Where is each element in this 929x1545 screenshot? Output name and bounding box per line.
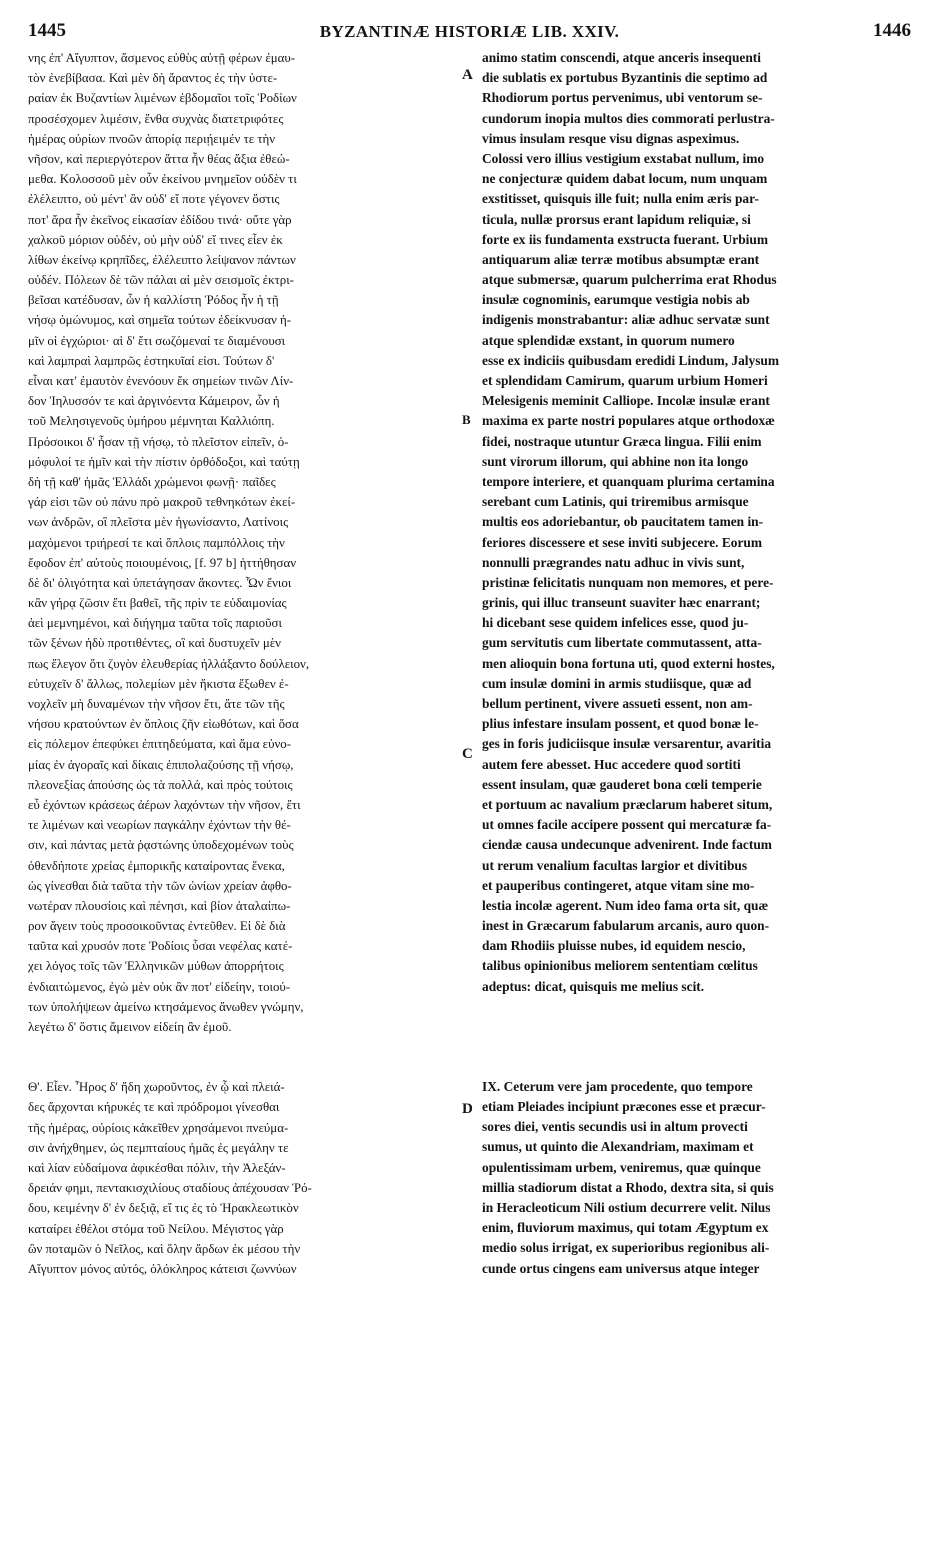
latin-text-line: ne conjecturæ quidem dabat locum, num unquam [482, 171, 768, 187]
greek-text-line: λεγέτω δ' ὅστις ἄμεινον εἰδείη ἂν ἐμοῦ. [28, 1020, 232, 1034]
greek-text-line: τοῦ Μελησιγενοῦς ὑμήρου μέμνηται Καλλιόπη. [28, 414, 275, 429]
greek-text-line: ποτ' ἄρα ἦν ἐκεῖνος εἰκασίαν ἐδίδου τινά· οὔτε γὰρ [28, 212, 292, 227]
latin-text-line: atque splendidæ exstant, in quorum numero [482, 332, 735, 348]
latin-text-line: feriores discessere et sese inviti subjecere. Eorum [482, 534, 763, 550]
section-marker-a: A [462, 67, 473, 83]
greek-text-line: των ὑπολήψεων ἀμείνω κτησάμενος ἄνωθεν γνώμην, [28, 999, 304, 1014]
latin-text-line: millia stadiorum distat a Rhodo, dextra sita, si quis [482, 1179, 774, 1195]
greek-text-line: δὴ τῇ καθ' ἡμᾶς Ἑλλάδι χρώμενοι φωνῇ· παῖδες [28, 474, 276, 489]
greek-text-line: καὶ λίαν εὐδαίμονα ἀφικέσθαι πόλιν, τὴν Ἀλεξάν- [28, 1160, 286, 1175]
latin-text-line: ut rerum venalium facultas largior et divitibus [482, 857, 748, 873]
latin-text-line: adeptus: dicat, quisquis me melius scit. [482, 978, 705, 994]
latin-text-line: essent insulam, quæ gauderet bona cœli temperie [482, 776, 762, 792]
latin-text-line: antiquarum aliæ terræ motibus absumptæ erant [482, 251, 760, 267]
latin-text-line: ciendæ causa undecunque advenirent. Inde factum [482, 837, 772, 853]
greek-text-line: εἶναι κατ' ἐμαυτὸν ἐνενόουν ἔκ σημείων τινῶν Λίν- [28, 374, 294, 388]
latin-text-line: gum servitutis cum libertate commutassent, atta- [482, 635, 762, 651]
greek-text-line: οὐδέν. Πόλεων δὲ τῶν πάλαι αἱ μὲν σεισμοῖς ἐκτρι- [28, 273, 294, 288]
greek-text-line: ὁθενδήποτε χρείας ἐμπορικῆς καταίροντας ἕνεκα, [28, 858, 285, 873]
latin-text-line: nonnulli prægrandes natu adhuc in vivis sunt, [482, 554, 745, 570]
greek-text-line: νήσῳ ὁμώνυμος, καὶ σημεῖα τούτων ἐδείκνυσαν ἡ- [28, 313, 292, 328]
greek-text-line: μαχόμενοι τριήρεσί τε καὶ ὅπλοις παμπόλλοις τὴν [28, 535, 285, 550]
latin-text-line: bellum pertinent, vivere assueti essent, non am- [482, 696, 753, 711]
latin-text-line: animo statim conscendi, atque anceris insequenti [482, 50, 761, 65]
greek-text-line: δὲ δι' ὀλιγότητα καὶ ὑπετάγησαν ἄκοντες. Ὧν ἔνιοι [28, 575, 292, 590]
greek-text-line: τὸν ἐνεβίβασα. Καὶ μὲν δὴ ἄραντος ἐς τὴν ὑστε- [28, 71, 278, 86]
greek-text-line: νῆσον, καὶ περιεργότερον ἅττα ἦν θέας ἄξια ἐθεώ- [28, 151, 290, 166]
latin-text-line: sunt virorum illorum, qui abhine non ita longo [482, 453, 749, 469]
latin-text-line: tempore interiere, et quanquam plurima certamina [482, 473, 775, 489]
latin-text-line: talibus opinionibus meliorem sententiam cœlitus [482, 958, 758, 974]
latin-text-line: esse ex indiciis quibusdam eredidi Lindum, Jalysum [482, 352, 780, 368]
greek-text-line: δον Ἰηλυσσόν τε καὶ ἀργινόεντα Κάμειρον, ὧν ἡ [28, 394, 280, 409]
greek-text-line: μεθα. Κολοσσοῦ μὲν οὖν ἐκείνου μνημεῖον οὐδὲν τι [28, 172, 297, 187]
greek-text-line: τε λιμένων καὶ νεωρίων παγκάλην ἐχόντων τὴν θέ- [28, 818, 291, 833]
latin-text-line: sumus, ut quinto die Alexandriam, maximam et [482, 1139, 754, 1155]
latin-text-line: lestia incolæ agerent. Num ideo fama orta sit, quæ [482, 897, 769, 913]
page-header [28, 20, 911, 50]
latin-text-line: in Heracleoticum Nili ostium decurrere velit. Nilus [482, 1199, 771, 1215]
running-title: BYZANTINÆ HISTORIÆ LIB. XXIV. [319, 22, 620, 41]
latin-text-line: ges in foris judiciisque insulæ versarentur, avaritia [482, 736, 772, 752]
greek-text-line: ραίαν ἐκ Βυζαντίων λιμένων ἑβδομαῖοι τοῖς Ῥοδίων [28, 91, 297, 106]
latin-text-line: ut omnes facile accipere possent qui mercaturæ fa- [482, 817, 772, 833]
latin-text-line: ticula, nullæ prorsus erant lapidum reliquiæ, si [482, 211, 751, 227]
greek-text-line: σιν, καὶ πάντας μετὰ ῥᾳστώνης ὑποδεχομένων τοὺς [28, 838, 294, 853]
paragraph-gap [482, 1037, 907, 1077]
latin-text-line: et splendidam Camirum, quarum urbium Homeri [482, 373, 768, 388]
latin-text-line: enim, fluviorum maximus, qui totam Ægyptum ex [482, 1220, 769, 1236]
paragraph-gap [482, 997, 907, 1037]
greek-text-line: δρειάν φημι, πεντακισχιλίους σταδίους ἀπέχουσαν Ῥό- [28, 1181, 312, 1196]
latin-text-line: Melesigenis meminit Calliope. Incolæ insulæ erant [482, 393, 770, 409]
greek-text-line: βεῖσαι κατέδυσαν, ὧν ἡ καλλίστη Ῥόδος ἦν ἡ τῇ [28, 293, 279, 308]
latin-text-line: serebant cum Latinis, qui triremibus armisque [482, 494, 749, 510]
greek-text-line: χει λόγος τοῖς τῶν Ἑλληνικῶν μύθων ἀπορρήτοις [28, 959, 284, 974]
greek-text-line: ὡς γίνεσθαι διὰ ταῦτα τὴν τῶν ὠνίων χρείαν ἀφθο- [28, 878, 292, 893]
greek-text-line: Πρόσοικοι δ' ἦσαν τῇ νήσῳ, τὸ πλεῖστον εἰπεῖν, ὁ- [28, 434, 289, 449]
greek-text-line: ἐλέλειπτο, οὐ μέντ' ἂν οὐδ' εἴ ποτε γέγονεν ὅστις [28, 192, 280, 207]
latin-text-line: cunde ortus cingens eam universus atque integer [482, 1260, 760, 1276]
greek-text-line: καταίρει ἐθέλοι στόμα τοῦ Νείλου. Μέγιστος γὰρ [28, 1221, 284, 1236]
latin-text-line: pristinæ felicitatis nunquam non memores, et pere- [482, 574, 774, 590]
latin-text-line: et portuum ac navalium præclarum haberet situm, [482, 796, 773, 812]
greek-text-line: Θ'. Εἶεν. Ἦρος δ' ἤδη χωροῦντος, ἐν ᾧ καὶ πλειά- [28, 1080, 285, 1095]
latin-text-line: forte ex iis fundamenta exstructa fuerant. Urbium [482, 231, 768, 247]
latin-text-line: inest in Græcarum fabularum arcanis, auro quon- [482, 918, 770, 934]
latin-text-line: hi dicebant sese quidem infelices esse, quod ju- [482, 615, 749, 631]
latin-text-line: Rhodiorum portus pervenimus, ubi ventorum se- [482, 90, 763, 106]
latin-text-line: men alioquin bona fortuna uti, quod externi hostes, [482, 655, 775, 671]
greek-text-line: τῆς ἡμέρας, οὐρίοις κἀκεῖθεν χρησάμενοι πνεύμα- [28, 1120, 289, 1135]
greek-text-line: εὖ ἐχόντων κράσεως ἀέρων λαχόντων τὴν νῆσον, ἔτι [28, 797, 301, 812]
greek-text-line: νωτέραν πλουσίοις καὶ πένησι, καὶ βίον ἀταλαίπω- [28, 898, 291, 913]
latin-text-line: vimus insulam resque visu dignas aspeximus. [482, 130, 740, 146]
greek-text-line: μόφυλοί τε ἡμῖν καὶ τὴν πίστιν ὀρθόδοξοι, καὶ ταύτῃ [28, 454, 300, 469]
greek-text-line: νοχλεῖν μὴ δυναμένων τὴν νῆσον ἔτι, ἅτε τῶν τῆς [28, 697, 285, 711]
latin-text-line: IX. Ceterum vere jam procedente, quo tempore [482, 1078, 753, 1094]
section-marker-b: B [462, 412, 471, 427]
greek-text-line: ρον ἄγειν τοὺς προσοικοῦντας ἐντεῦθεν. Εἰ δὲ διὰ [28, 919, 286, 934]
latin-text-line: indigenis monstrabantur: aliæ adhuc servatæ sunt [482, 312, 770, 328]
latin-text-line: fidei, nostraque utuntur Græca lingua. Filii enim [482, 433, 762, 449]
paragraph-gap [28, 1037, 460, 1077]
latin-text-line: atque submersæ, quarum pulcherrima erat Rhodus [482, 272, 777, 288]
latin-text-line: cundorum inopia multos dies commorati perlustra- [482, 110, 775, 126]
greek-text-line: δου, κειμένην δ' ἐν δεξιᾷ, εἴ τις ἐς τὸ Ἡρακλεωτικὸν [28, 1201, 299, 1216]
greek-text-line: εἰς πόλεμον ἐπεφύκει ἐπιτηδεύματα, καὶ ἅμα εὐνο- [28, 737, 292, 752]
greek-text-line: πως ἔλεγον ὅτι ζυγὸν ἐλευθερίας ἠλλάξαντο δούλειον, [28, 656, 310, 671]
greek-text-line: μῖν οἱ ἐγχώριοι· αἱ δ' ἔτι σωζόμεναί τε διαμένουσι [28, 333, 286, 348]
page-number-right: 1446 [873, 20, 911, 41]
latin-text-column [482, 48, 907, 1279]
greek-text-line: νήσου κρατούντων ἐν ὅπλοις ζῆν εἰωθότων, καὶ ὅσα [28, 717, 299, 732]
greek-text-line: τῶν ξένων ἡδὺ προτιθέντες, οἳ καὶ δυστυχεῖν μὲν [28, 636, 281, 651]
latin-text-line: medio solus irrigat, ex superioribus regionibus ali- [482, 1240, 770, 1256]
latin-text-line: insulæ cognominis, earumque vestigia nobis ab [482, 292, 750, 308]
latin-text-line: grinis, qui illuc transeunt suaviter hæc enarrant; [482, 595, 761, 611]
latin-text-line: plius infestare insulam possent, et quod bonæ le- [482, 716, 759, 732]
latin-text-line: Colossi vero illius vestigium exstabat nullum, imo [482, 150, 765, 166]
greek-text-line: προσέσχομεν λιμέσιν, ἔνθα συχνὰς διατετριφότες [28, 111, 284, 126]
latin-text-line: autem fere abesset. Huc accedere quod sortiti [482, 756, 741, 772]
page-number-left: 1445 [28, 20, 66, 41]
greek-text-line: γάρ εἰσι τῶν οὐ πάνυ πρὸ μακροῦ τεθνηκότων ἐκεί- [28, 495, 296, 510]
latin-text-line: et pauperibus contingeret, atque vitam sine mo- [482, 877, 755, 893]
greek-text-line: ἡμέρας οὐρίων πνοῶν ἀπορίᾳ περιῄειμέν τε τὴν [28, 131, 276, 146]
greek-text-line: Αἴγυπτον μόνος αὐτός, ὁλόκληρος κάτεισι ζωννύων [28, 1261, 297, 1276]
greek-text-line: κἂν γήρᾳ ζῶσιν ἔτι βαθεῖ, τῆς πρὶν τε εὐδαιμονίας [28, 596, 287, 611]
section-marker-c: C [462, 746, 473, 762]
greek-text-line: πλεονεξίας ἀπούσης ὡς τὰ πολλά, καὶ πρὸς τούτοις [28, 777, 293, 792]
greek-text-line: μίας ἐν ἀγοραῖς καὶ δίκαις ἐπιπολαζούσης τῇ νήσῳ, [28, 757, 294, 772]
greek-text-column [28, 48, 460, 1279]
greek-text-line: ἔφοδον ἐπ' αὐτοὺς ποιουμένοις, [f. 97 b] ἡττήθησαν [28, 555, 297, 570]
greek-text-line: σιν ἀνήχθημεν, ὡς πεμπταίους ἡμᾶς ἐς μεγάλην τε [28, 1140, 289, 1155]
section-marker-d: D [462, 1101, 473, 1117]
latin-text-line: multis eos adoriebantur, ob paucitatem tamen in- [482, 514, 764, 530]
latin-text-line: opulentissimam urbem, veniremus, quæ quinque [482, 1159, 761, 1175]
latin-text-line: etiam Pleiades incipiunt præcones esse et præcur- [482, 1099, 766, 1114]
greek-text-line: ἐνδιαιτώμενος, ἐγὼ μὲν οὐκ ἂν ποτ' εἰδείην, τοιού- [28, 979, 291, 994]
greek-text-line: δες ἄρχονται κήρυκές τε καὶ πρόδρομοι γίνεσθαι [28, 1100, 280, 1115]
greek-text-line: καὶ λαμπραὶ λαμπρῶς ἑστηκυῖαί εἰσι. Τούτων δ' [28, 353, 275, 368]
greek-text-line: νων ἀνδρῶν, οἳ πλεῖστα μὲν ἠγωνίσαντο, Λατίνοις [28, 515, 289, 530]
greek-text-line: εὐτυχεῖν δ' ἄλλως, πολεμίων μὲν ἥκιστα ἔξωθεν ἐ- [28, 676, 289, 691]
greek-text-line: νης ἐπ' Αἴγυπτον, ἄσμενος εὐθὺς αὐτῇ φέρων ἐμαυ- [28, 51, 296, 65]
latin-text-line: cum insulæ domini in armis studiisque, quæ ad [482, 675, 752, 691]
greek-text-line: χαλκοῦ μόριον οὐδέν, οὐ μὴν οὐδ' εἴ τινες εἶεν ἐκ [28, 232, 283, 247]
greek-text-line: ὢν ποταμῶν ὁ Νεῖλος, καὶ ὅλην ἄρδων ἐκ μέσου τὴν [28, 1241, 301, 1256]
greek-text-line: λίθων ἐκείνῳ κρηπῖδες, ἐλέλειπτο λείψανον πάντων [28, 252, 296, 267]
latin-text-line: dam Rhodiis pluisse nubes, id equidem nescio, [482, 938, 746, 954]
latin-text-line: exstitisset, quisquis ille fuit; nulla enim æris par- [482, 191, 760, 207]
greek-text-line: ἀεὶ μεμνημένοι, καὶ διήγημα ταῦτα τοῖς παριοῦσι [28, 616, 282, 631]
latin-text-line: sores diei, ventis secundis usi in altum provecti [482, 1119, 748, 1135]
latin-text-line: die sublatis ex portubus Byzantinis die septimo ad [482, 70, 768, 86]
latin-text-line: maxima ex parte nostri populares atque orthodoxæ [482, 413, 775, 429]
greek-text-line: ταῦτα καὶ χρυσόν ποτε Ῥοδίοις ὗσαι νεφέλας κατέ- [28, 939, 293, 954]
